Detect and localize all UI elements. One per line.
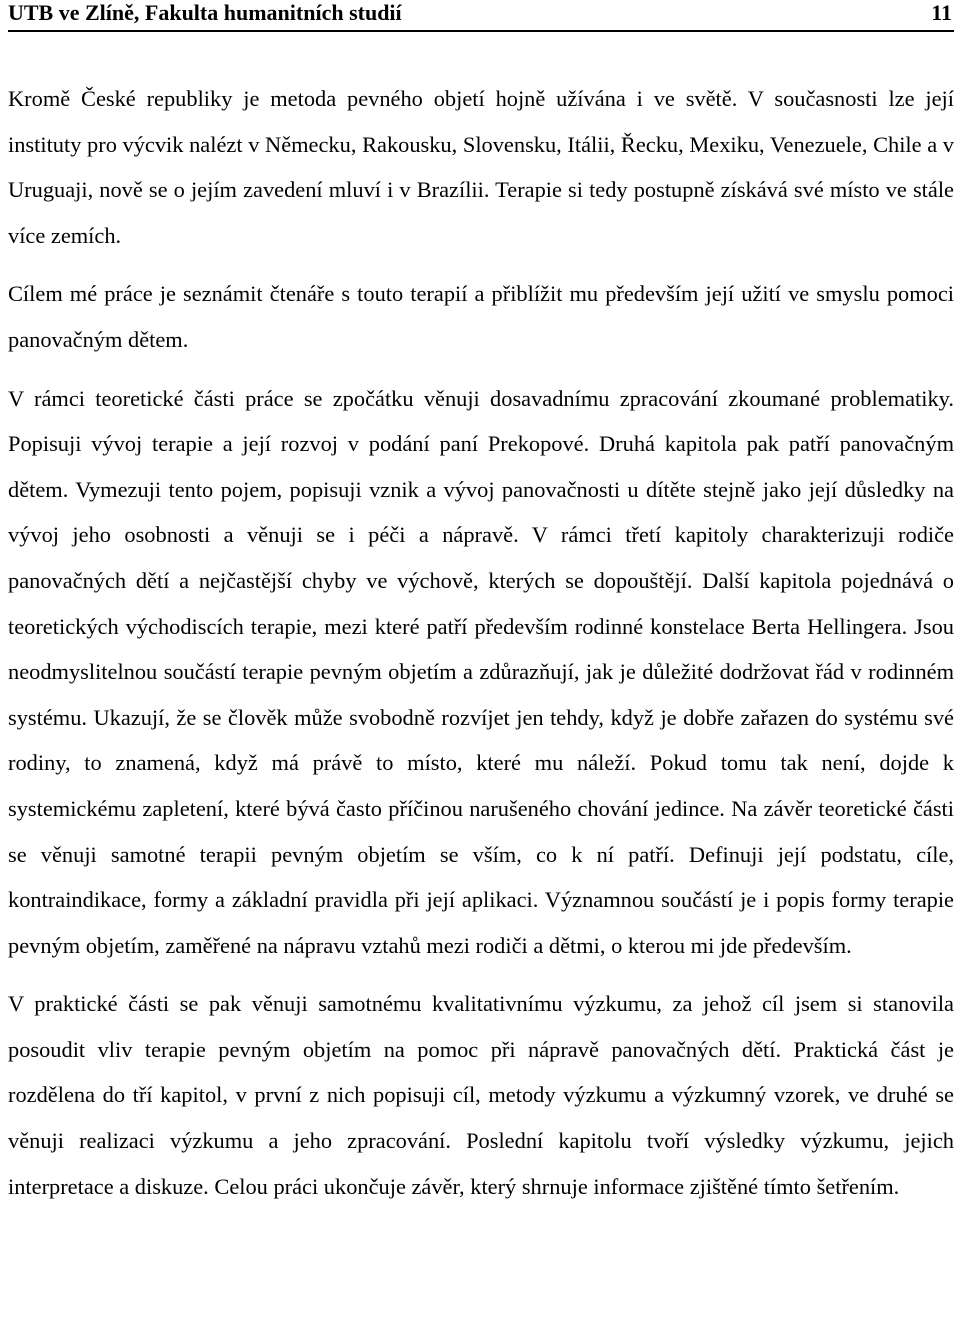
paragraph-3: V rámci teoretické části práce se zpočátku věnuji dosavadnímu zpracování zkoumané problematiky. Popisuji vývoj terapie a její rozvoj v podání paní Prekopové. Druhá kapitola pak patří panovačným dětem. Vymezuji tento pojem, popisuji vznik a vývoj panovačnosti u dítěte stejně jako její důsledky na vývoj jeho osobnosti a věnuji se i péči a nápravě. V rámci třetí kapitoly charakterizuji rodiče panovačných dětí a nejčastější chyby ve výchově, kterých se dopouštějí. Další kapitola pojednává o teoretických východiscích terapie, mezi které patří především rodinné konstelace Berta Hellingera. Jsou neodmyslitelnou součástí terapie pevným objetím a zdůrazňují, jak je důležité dodržovat řád v rodinném systému. Ukazují, že se člověk může svobodně rozvíjet jen tehdy, když je dobře zařazen do systému své rodiny, to znamená, když má právě to místo, které mu náleží. Pokud tomu tak není, dojde k systemickému zapletení, které bývá často příčinou narušeného chování jedince. Na závěr teoretické části se věnuji samotné terapii pevným objetím se vším, co k ní patří. Definuji její podstatu, cíle, kontraindikace, formy a základní pravidla při její aplikaci. Významnou součástí je i popis formy terapie pevným objetím, zaměřené na nápravu vztahů mezi rodiči a dětmi, o kterou mi jde především. [8,385,954,958]
paragraph-2: Cílem mé práce je seznámit čtenáře s touto terapií a přiblížit mu především její užití ve smyslu pomoci panovačným dětem. [8,281,954,352]
page-number: 11 [931,0,952,25]
running-header [8,0,954,32]
paragraph-1: Kromě České republiky je metoda pevného objetí hojně užívána i ve světě. V současnosti lze její instituty pro výcvik nalézt v Německu, Rakousku, Slovensku, Itálii, Řecku, Mexiku, Venezuele, Chile a v Uruguaji, nově se o jejím zavedení mluví i v Brazílii. Terapie si tedy postupně získává své místo ve stále více zemích. [8,86,954,248]
body-text [8,76,954,1222]
header-title: UTB ve Zlíně, Fakulta humanitních studií [8,0,402,25]
paragraph-4: V praktické části se pak věnuji samotnému kvalitativnímu výzkumu, za jehož cíl jsem si stanovila posoudit vliv terapie pevným objetím na pomoc při nápravě panovačných dětí. Praktická část je rozdělena do tří kapitol, v první z nich popisuji cíl, metody výzkumu a výzkumný vzorek, ve druhé se věnuji realizaci výzkumu a jeho zpracování. Poslední kapitolu tvoří výsledky výzkumu, jejich interpretace a diskuze. Celou práci ukončuje závěr, který shrnuje informace zjištěné tímto šetřením. [8,991,954,1199]
